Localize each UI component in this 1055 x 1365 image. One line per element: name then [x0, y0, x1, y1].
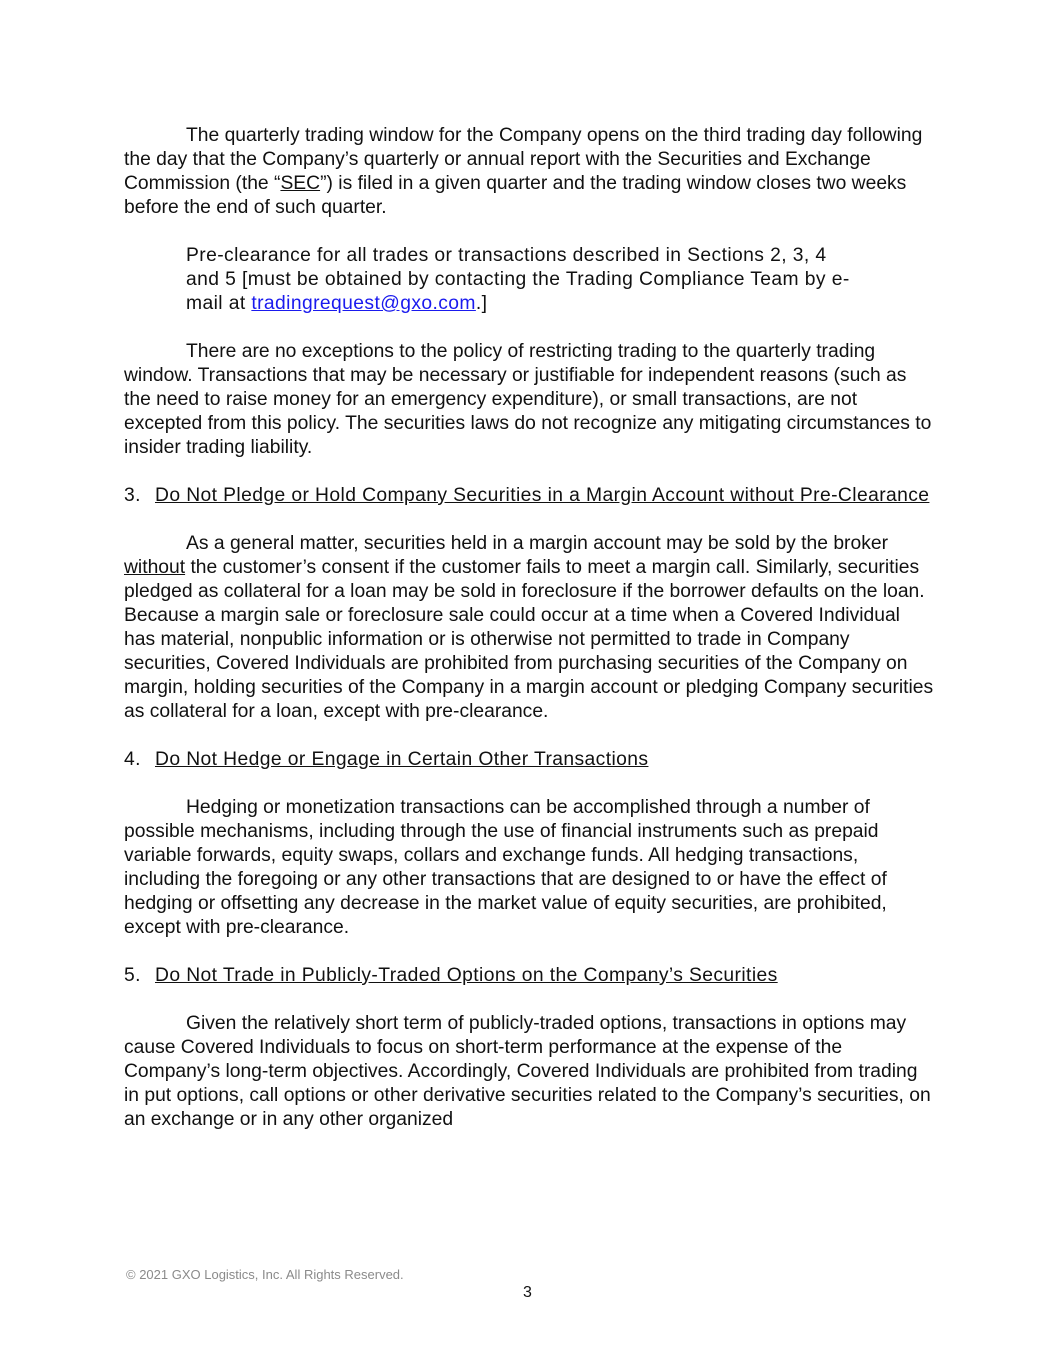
section-body-5: Given the relatively short term of publicly-traded options, transactions in options may cause Covered Individuals to focus on short-term performance at the expense of the Company’s long-term objectives. Accordingly, Covered Individuals are prohibited from trading in put options, call options or other derivative securities related to the Company’s securities, on an exchange or in any other organized: [124, 1013, 931, 1130]
section-number: 3.: [124, 485, 141, 506]
emphasis-without: without: [124, 557, 186, 578]
sec-term: SEC: [280, 173, 321, 194]
section-number: 4.: [124, 749, 141, 770]
section-heading-3: [124, 484, 936, 508]
email-link[interactable]: tradingrequest@gxo.com: [251, 293, 476, 314]
section-title: Do Not Trade in Publicly-Traded Options on the Company’s Securities: [155, 965, 778, 986]
section-heading-4: [124, 748, 936, 772]
section-heading-5: [124, 964, 936, 988]
trading-window-paragraph: The quarterly trading window for the Company opens on the third trading day following the day that the Company’s quarterly or annual report with the Securities and Exchange Commission (the “SEC”) is filed in a given quarter and the trading window closes two weeks before the end of such quarter.: [124, 125, 923, 218]
no-exceptions-paragraph: There are no exceptions to the policy of restricting trading to the quarterly trading window. Transactions that may be necessary or justifiable for independent reasons (such as the need to raise money for an emergency expenditure), or small transactions, are not excepted from this policy. The securities laws do not recognize any mitigating circumstances to insider trading liability.: [124, 341, 932, 458]
section-body-4: Hedging or monetization transactions can be accomplished through a number of possible mechanisms, including through the use of financial instruments such as prepaid variable forwards, equity swaps, collars and exchange funds. All hedging transactions, including the foregoing or any other transactions that are designed to or have the effect of hedging or offsetting any decrease in the market value of equity securities, are prohibited, except with pre-clearance.: [124, 797, 887, 938]
section-body-3: As a general matter, securities held in a margin account may be sold by the broker without the customer’s consent if the customer fails to meet a margin call. Similarly, securities pledged as collateral for a loan may be sold in foreclosure if the borrower defaults on the loan. Because a margin sale or foreclosure sale could occur at a time when a Covered Individual has material, nonpublic information or is otherwise not permitted to trade in Company securities, Covered Individuals are prohibited from purchasing securities of the Company on margin, holding securities of the Company in a margin account or pledging Company securities as collateral for a loan, except with pre-clearance.: [124, 533, 934, 722]
page-number: 3: [523, 1284, 532, 1301]
document-page: [124, 124, 936, 1156]
copyright-footer: © 2021 GXO Logistics, Inc. All Rights Reserved.: [126, 1267, 404, 1282]
section-title: Do Not Pledge or Hold Company Securities in a Margin Account without Pre-Clearance: [155, 485, 930, 506]
section-number: 5.: [124, 965, 141, 986]
section-title: Do Not Hedge or Engage in Certain Other Transactions: [155, 749, 649, 770]
preclearance-paragraph: Pre-clearance for all trades or transactions described in Sections 2, 3, 4 and 5 [must be obtained by contacting the Trading Compliance Team by e-mail at tradingrequest@gxo.com.]: [186, 245, 850, 314]
